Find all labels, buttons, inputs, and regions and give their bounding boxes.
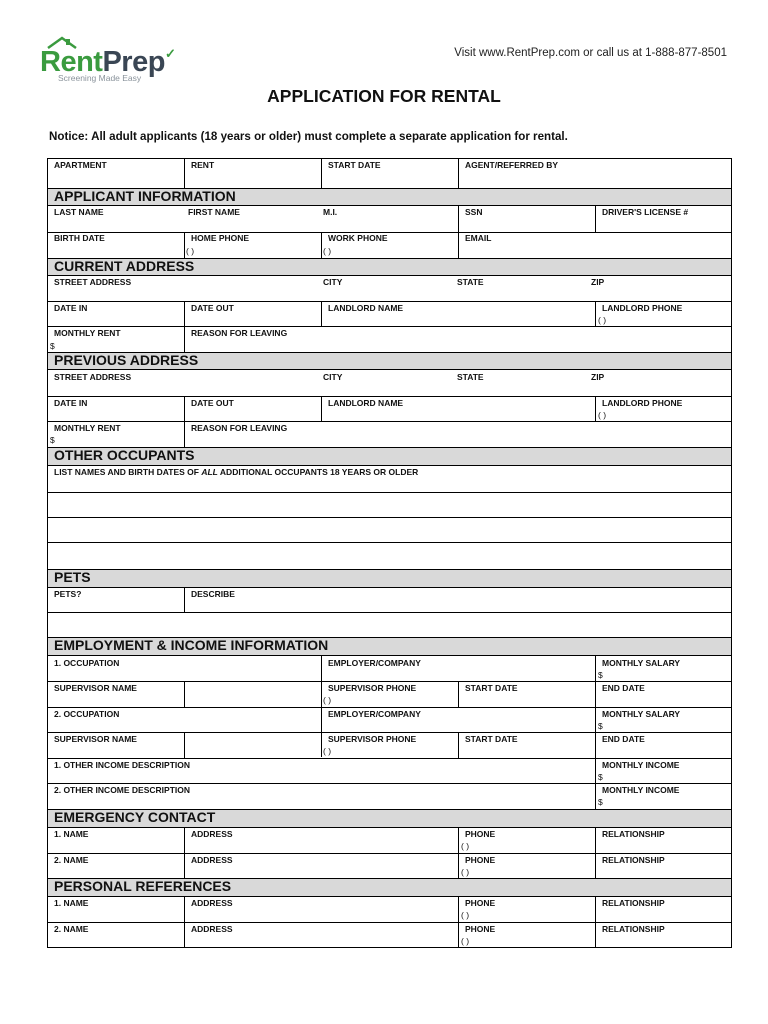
section-current-address: CURRENT ADDRESS [54,258,195,274]
current-landlord-name-field[interactable]: LANDLORD NAME [328,303,404,313]
emergency-phone-1-paren: ( ) [461,841,470,851]
employer-2-field[interactable]: EMPLOYER/COMPANY [328,709,421,719]
employment-start-date-1-field[interactable]: START DATE [465,683,518,693]
supervisor-name-2-field[interactable]: SUPERVISOR NAME [54,734,137,744]
contact-line: Visit www.RentPrep.com or call us at 1-888-877-8501 [454,47,727,59]
emergency-relationship-2-field[interactable]: RELATIONSHIP [602,855,665,865]
current-landlord-phone-field[interactable]: LANDLORD PHONE [602,303,683,313]
reference-name-2-field[interactable]: 2. NAME [54,924,89,934]
section-applicant-information: APPLICANT INFORMATION [54,188,236,204]
section-pets: PETS [54,569,91,585]
last-name-field[interactable]: LAST NAME [54,207,104,217]
previous-date-in-field[interactable]: DATE IN [54,398,88,408]
pets-description-line[interactable] [48,612,731,637]
emergency-name-2-field[interactable]: 2. NAME [54,855,89,865]
salary-2-dollar: $ [598,721,603,731]
monthly-salary-1-field[interactable]: MONTHLY SALARY [602,658,681,668]
current-reason-leaving-field[interactable]: REASON FOR LEAVING [191,328,288,338]
section-emergency-contact: EMERGENCY CONTACT [54,809,216,825]
reference-phone-2-field[interactable]: PHONE [465,924,496,934]
occupation-1-field[interactable]: 1. OCCUPATION [54,658,120,668]
section-personal-references: PERSONAL REFERENCES [54,878,232,894]
ssn-field[interactable]: SSN [465,207,483,217]
previous-landlord-phone-field[interactable]: LANDLORD PHONE [602,398,683,408]
occupation-2-field[interactable]: 2. OCCUPATION [54,709,120,719]
logo-tagline: Screening Made Easy [58,73,142,83]
occupants-instruction: LIST NAMES AND BIRTH DATES OF ALL ADDITIONAL OCCUPANTS 18 YEARS OR OLDER [54,467,419,477]
monthly-income-2-field[interactable]: MONTHLY INCOME [602,785,680,795]
income-1-dollar: $ [598,772,603,782]
birth-date-field[interactable]: BIRTH DATE [54,233,105,243]
home-phone-paren: ( ) [186,246,195,256]
occupant-line-2[interactable] [48,517,731,542]
drivers-license-field[interactable]: DRIVER'S LICENSE # [602,207,689,217]
section-employment-income: EMPLOYMENT & INCOME INFORMATION [54,637,329,653]
reference-name-1-field[interactable]: 1. NAME [54,898,89,908]
logo-wordmark: RentPrep✓ [40,46,176,78]
occupant-line-3[interactable] [48,542,731,569]
previous-street-field[interactable]: STREET ADDRESS [54,372,132,382]
supervisor-phone-1-paren: ( ) [323,695,332,705]
band-pets [48,569,731,587]
reference-phone-2-paren: ( ) [461,936,470,946]
rent-field[interactable]: RENT [191,160,215,170]
checkmark-icon: ✓ [164,46,176,61]
middle-initial-field[interactable]: M.I. [323,207,338,217]
employment-start-date-2-field[interactable]: START DATE [465,734,518,744]
current-rent-dollar: $ [50,341,55,351]
previous-zip-field[interactable]: ZIP [591,372,605,382]
pets-describe-field[interactable]: DESCRIBE [191,589,235,599]
supervisor-phone-1-field[interactable]: SUPERVISOR PHONE [328,683,417,693]
reference-address-1-field[interactable]: ADDRESS [191,898,233,908]
previous-date-out-field[interactable]: DATE OUT [191,398,234,408]
reference-address-2-field[interactable]: ADDRESS [191,924,233,934]
apartment-field[interactable]: APARTMENT [54,160,107,170]
previous-landlord-phone-paren: ( ) [598,410,607,420]
reference-relationship-2-field[interactable]: RELATIONSHIP [602,924,665,934]
previous-rent-dollar: $ [50,435,55,445]
current-landlord-phone-paren: ( ) [598,315,607,325]
previous-state-field[interactable]: STATE [457,372,484,382]
home-phone-field[interactable]: HOME PHONE [191,233,250,243]
current-monthly-rent-field[interactable]: MONTHLY RENT [54,328,121,338]
occupant-line-1[interactable] [48,492,731,517]
section-other-occupants: OTHER OCCUPANTS [54,447,195,463]
monthly-income-1-field[interactable]: MONTHLY INCOME [602,760,680,770]
supervisor-phone-2-field[interactable]: SUPERVISOR PHONE [328,734,417,744]
current-street-field[interactable]: STREET ADDRESS [54,277,132,287]
emergency-phone-2-paren: ( ) [461,867,470,877]
current-city-field[interactable]: CITY [323,277,343,287]
current-date-in-field[interactable]: DATE IN [54,303,88,313]
emergency-phone-1-field[interactable]: PHONE [465,829,496,839]
pets-question-field[interactable]: PETS? [54,589,82,599]
form-title: APPLICATION FOR RENTAL [267,86,501,106]
supervisor-name-1-field[interactable]: SUPERVISOR NAME [54,683,137,693]
notice-text: Notice: All adult applicants (18 years or older) must complete a separate application for rental. [49,130,568,143]
reference-relationship-1-field[interactable]: RELATIONSHIP [602,898,665,908]
start-date-field[interactable]: START DATE [328,160,381,170]
reference-phone-1-paren: ( ) [461,910,470,920]
emergency-name-1-field[interactable]: 1. NAME [54,829,89,839]
work-phone-field[interactable]: WORK PHONE [328,233,388,243]
salary-1-dollar: $ [598,670,603,680]
current-date-out-field[interactable]: DATE OUT [191,303,234,313]
supervisor-phone-2-paren: ( ) [323,746,332,756]
other-income-1-field[interactable]: 1. OTHER INCOME DESCRIPTION [54,760,191,770]
agent-referred-field[interactable]: AGENT/REFERRED BY [465,160,559,170]
previous-city-field[interactable]: CITY [323,372,343,382]
emergency-address-1-field[interactable]: ADDRESS [191,829,233,839]
other-income-2-field[interactable]: 2. OTHER INCOME DESCRIPTION [54,785,191,795]
section-previous-address: PREVIOUS ADDRESS [54,352,199,368]
income-2-dollar: $ [598,797,603,807]
current-zip-field[interactable]: ZIP [591,277,605,287]
previous-reason-leaving-field[interactable]: REASON FOR LEAVING [191,423,288,433]
employer-1-field[interactable]: EMPLOYER/COMPANY [328,658,421,668]
employment-end-date-1-field[interactable]: END DATE [602,683,645,693]
email-field[interactable]: EMAIL [465,233,492,243]
previous-landlord-name-field[interactable]: LANDLORD NAME [328,398,404,408]
work-phone-paren: ( ) [323,246,332,256]
rentprep-logo [40,38,175,86]
emergency-phone-2-field[interactable]: PHONE [465,855,496,865]
emergency-address-2-field[interactable]: ADDRESS [191,855,233,865]
emergency-relationship-1-field[interactable]: RELATIONSHIP [602,829,665,839]
current-state-field[interactable]: STATE [457,277,484,287]
rental-application-form [47,158,732,948]
first-name-field[interactable]: FIRST NAME [188,207,240,217]
reference-phone-1-field[interactable]: PHONE [465,898,496,908]
monthly-salary-2-field[interactable]: MONTHLY SALARY [602,709,681,719]
employment-end-date-2-field[interactable]: END DATE [602,734,645,744]
previous-monthly-rent-field[interactable]: MONTHLY RENT [54,423,121,433]
